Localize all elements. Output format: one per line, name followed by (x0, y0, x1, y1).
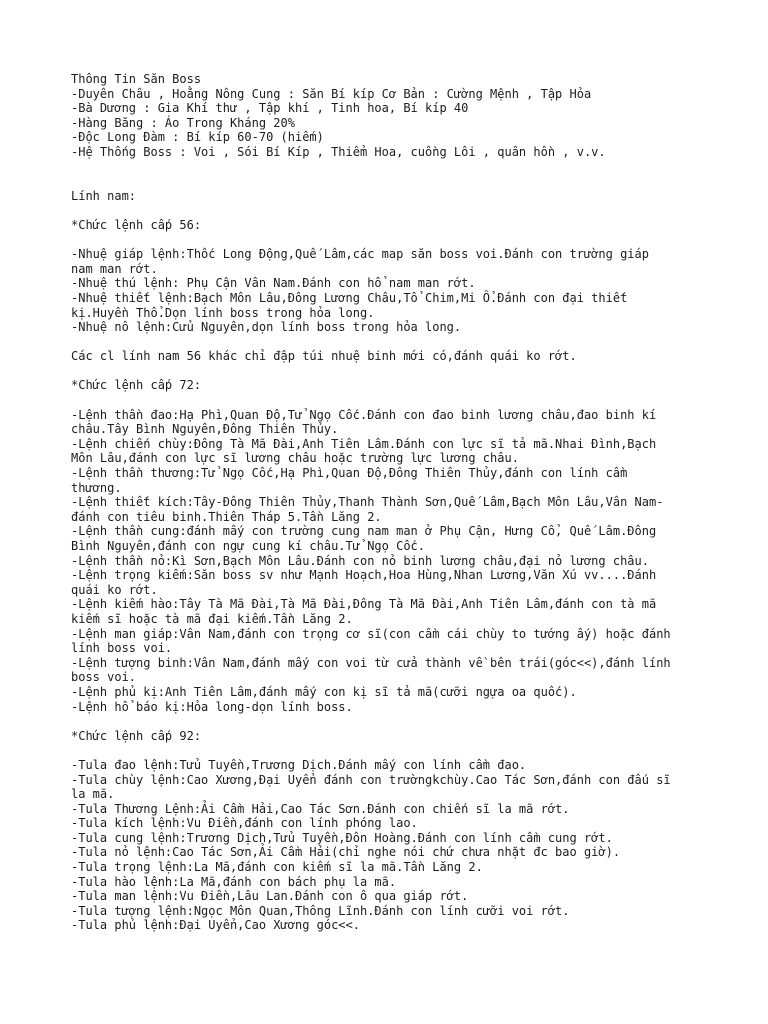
order-line-72: -Lệnh phủ kị:Anh Tiên Lâm,đánh mấy con kị sĩ tả mã(cưỡi ngựa oa quốc). (71, 684, 577, 699)
order-line-56: -Nhuệ nô lệnh:Cửu Nguyên,dọn lính boss trong hỏa long. (71, 320, 462, 335)
boss-info-title: Thông Tin Săn Boss (71, 72, 202, 86)
document-text (71, 72, 711, 933)
order-line-56: -Nhuệ giáp lệnh:Thốc Long Động,Quế Lâm,các map săn boss voi.Đánh con trường giáp (71, 247, 649, 262)
order-line-92: -Tula kích lệnh:Vu Điền,đánh con lính phóng lao. (71, 816, 418, 831)
order-line-56: -Nhuệ thiết lệnh:Bạch Môn Lâu,Đông Lương Châu,Tổ Chim,Mi Ổ.Đánh con đại thiết (71, 290, 628, 305)
order-line-92: -Tula nỏ lệnh:Cao Tác Sơn,Ải Cầm Hải(chỉ nghe nói chứ chưa nhặt đc bao giờ). (71, 845, 621, 860)
order-line-72: -Lệnh thần nỏ:Kì Sơn,Bạch Môn Lâu.Đánh con nỏ binh lương châu,đại nỏ lương châu. (71, 553, 649, 568)
spacer (71, 335, 711, 350)
order-line-92: -Tula đao lệnh:Tửu Tuyền,Trương Dịch.Đánh mấy con lính cầm đao. (71, 757, 527, 772)
order-line-56: -Nhuệ thú lệnh: Phụ Cận Vân Nam.Đánh con hổ nam man rớt. (71, 276, 476, 291)
order-line-72: -Lệnh kiếm hào:Tây Tà Mã Đài,Tà Mã Đài,Đông Tà Mã Đài,Anh Tiên Lâm,đánh con tà mã (71, 597, 657, 612)
order-line-92: -Tula Thương Lệnh:Ải Cầm Hải,Cao Tác Sơn.Đánh con chiến sĩ la mã rớt. (71, 801, 570, 816)
order-line-72: boss voi. (71, 670, 137, 685)
boss-info-line: -Hệ Thống Boss : Voi , Sói Bí Kíp , Thiểm Hoa, cuồng Lôi , quân hồn , v.v. (71, 144, 606, 159)
boss-info-line: -Duyên Châu , Hoằng Nông Cung : Săn Bí kíp Cơ Bản : Cường Mệnh , Tập Hỏa (71, 86, 592, 101)
order-line-72: -Lệnh thần cung:đánh mấy con trường cung nam man ở Phụ Cận, Hưng Cổ, Quế Lâm.Đông (71, 524, 657, 539)
section-heading-92: *Chức lệnh cấp 92: (71, 728, 202, 743)
order-line-92: -Tula phủ lệnh:Đại Uyển,Cao Xương góc<<. (71, 918, 360, 933)
order-line-72: -Lệnh hổ báo kị:Hỏa long-dọn lính boss. (71, 699, 353, 714)
order-line-92: la mã. (71, 787, 115, 802)
order-line-56: nam man rớt. (71, 261, 158, 276)
order-line-72: -Lệnh trọng kiếm:Săn boss sv như Mạnh Hoạch,Hoa Hùng,Nhan Lương,Văn Xú vv....Đánh (71, 568, 657, 583)
boss-info-line: -Bà Dương : Gia Khí thư , Tập khí , Tinh hoa, Bí kíp 40 (71, 101, 469, 116)
order-line-72: châu.Tây Bình Nguyên,Đông Thiên Thủy. (71, 422, 339, 437)
order-line-92: -Tula trọng lệnh:La Mã,đánh con kiếm sĩ la mã.Tần Lăng 2. (71, 860, 483, 875)
order-line-72: lính boss voi. (71, 641, 173, 656)
order-line-72: kiếm sĩ hoặc tà mã đại kiếm.Tần Lăng 2. (71, 611, 353, 626)
order-line-56: kị.Huyền Thổ.Dọn lính boss trong hỏa long. (71, 305, 375, 320)
order-line-72: quái ko rớt. (71, 582, 158, 597)
boss-info-line: -Hàng Băng : Áo Trong Kháng 20% (71, 115, 295, 130)
section-heading-56: *Chức lệnh cấp 56: (71, 217, 202, 232)
boss-info-line: -Độc Long Đàm : Bí kíp 60-70 (hiếm) (71, 130, 324, 145)
order-line-72: đánh con tiêu binh.Thiên Tháp 5.Tần Lăng 2. (71, 509, 382, 524)
order-line-72: Bình Nguyên,đánh con ngự cung kí châu.Tử Ngọ Cốc. (71, 539, 426, 553)
order-line-72: -Lệnh thần đao:Hạ Phì,Quan Độ,Tử Ngọ Cốc.Đánh con đao binh lương châu,đao binh kí (71, 407, 657, 422)
order-line-92: -Tula chùy lệnh:Cao Xương,Đại Uyển đánh con trườngkchùy.Cao Tác Sơn,đánh con đấu sĩ (71, 772, 671, 787)
order-line-72: -Lệnh thần thương:Tử Ngọ Cốc,Hạ Phì,Quan Độ,Đông Thiên Thủy,đánh con lính cầm (71, 466, 628, 481)
section-note-56: Các cl lính nam 56 khác chỉ đập túi nhuệ binh mới có,đánh quái ko rớt. (71, 349, 577, 364)
order-line-72: -Lệnh chiến chùy:Đông Tà Mã Đài,Anh Tiên Lâm.Đánh con lực sĩ tả mã.Nhai Đình,Bạch (71, 436, 657, 451)
spacer (71, 233, 711, 248)
order-line-72: Môn Lâu,đánh con lực sĩ lương châu hoặc trường lực lương châu. (71, 451, 519, 466)
order-line-72: -Lệnh thiết kích:Tây-Đông Thiên Thủy,Thanh Thành Sơn,Quế Lâm,Bạch Môn Lâu,Vân Nam- (71, 495, 664, 510)
order-line-92: -Tula cung lệnh:Trương Dịch,Tửu Tuyền,Đôn Hoàng.Đánh con lính cầm cung rớt. (71, 830, 613, 845)
section-heading-72: *Chức lệnh cấp 72: (71, 378, 202, 393)
spacer (71, 160, 711, 189)
linh-nam-heading: Lính nam: (71, 188, 137, 203)
order-line-72: thương. (71, 480, 122, 495)
spacer (71, 203, 711, 218)
spacer (71, 714, 711, 729)
spacer (71, 743, 711, 758)
order-line-92: -Tula hào lệnh:La Mã,đánh con bách phụ la mã. (71, 874, 397, 889)
order-line-72: -Lệnh tượng binh:Vân Nam,đánh mấy con voi từ cửa thành về bên trái(góc<<),đánh lính (71, 655, 671, 670)
order-line-72: -Lệnh man giáp:Vân Nam,đánh con trọng cơ sĩ(con cầm cái chùy to tướng ấy) hoặc đánh (71, 626, 671, 641)
order-line-92: -Tula tượng lệnh:Ngọc Môn Quan,Thông Lĩnh.Đánh con lính cưỡi voi rớt. (71, 903, 570, 918)
spacer (71, 364, 711, 379)
order-line-92: -Tula man lệnh:Vu Điền,Lâu Lan.Đánh con ô qua giáp rớt. (71, 889, 469, 904)
spacer (71, 393, 711, 408)
